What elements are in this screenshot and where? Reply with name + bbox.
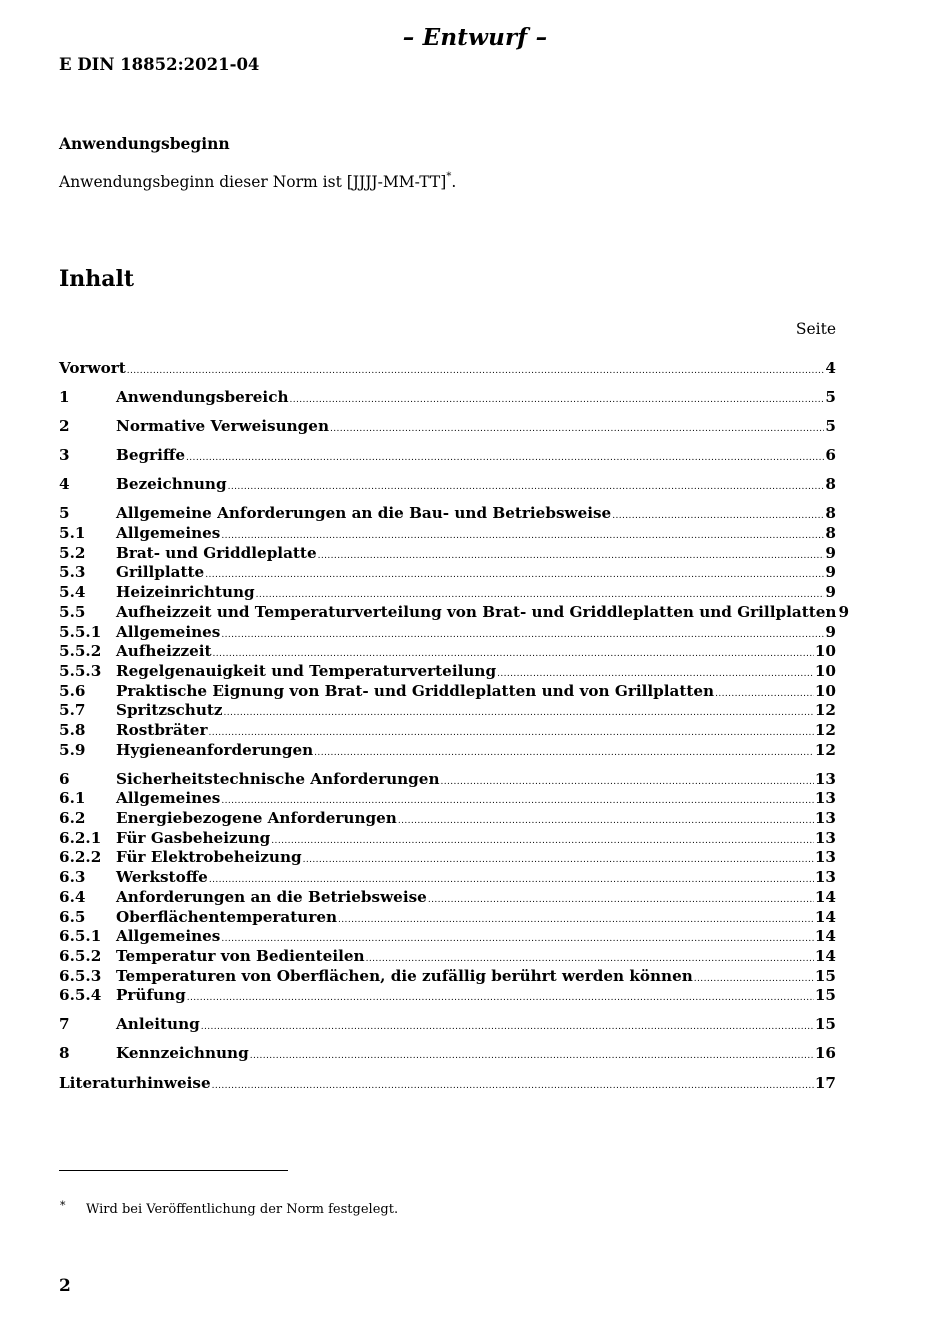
toc-entry-number: 8 [59, 1044, 70, 1063]
toc-entry-page: 13 [814, 848, 836, 867]
toc-entry-title: Grillplatte [116, 563, 205, 582]
toc-entry[interactable] [59, 701, 836, 721]
toc-entry-title: Sicherheitstechnische Anforderungen [116, 769, 440, 788]
toc-entry-page: 15 [814, 986, 836, 1005]
toc-entry[interactable] [59, 602, 850, 623]
toc-entry-number: 6.2.2 [59, 848, 102, 867]
toc-entry[interactable] [59, 446, 836, 466]
toc-entry-number: 6.1 [59, 789, 86, 808]
toc-entry[interactable] [59, 623, 836, 643]
sentence-period: . [451, 173, 457, 192]
toc-entry-number: 6.5.1 [59, 927, 102, 946]
toc-entry[interactable] [59, 682, 836, 702]
toc-entry-page: 9 [825, 583, 836, 602]
footnote-divider [59, 1170, 288, 1171]
toc-dot-leader [250, 1047, 814, 1067]
toc-entry-number: 2 [59, 417, 70, 436]
toc-entry-number: 5 [59, 504, 70, 523]
toc-entry-number: 6.2 [59, 809, 86, 828]
toc-entry-page: 13 [814, 789, 836, 808]
toc-entry-number: 5.5.3 [59, 661, 102, 680]
toc-entry-page: 14 [814, 907, 836, 926]
toc-entry-page: 14 [814, 946, 836, 965]
toc-entry-number: 3 [59, 446, 70, 465]
toc-entry-number: 5.1 [59, 524, 86, 543]
toc-entry[interactable] [59, 967, 836, 987]
toc-entry-title: Allgemeines [116, 524, 221, 543]
toc-entry-title: Brat- und Griddleplatte [116, 543, 317, 562]
toc-dot-leader [314, 744, 814, 764]
toc-entry[interactable] [59, 417, 836, 437]
toc-entry-title: Rostbräter [116, 720, 208, 739]
table-of-contents [59, 359, 850, 1093]
toc-entry-title: Hygieneanforderungen [116, 740, 314, 759]
toc-entry[interactable] [59, 475, 836, 495]
toc-entry-page: 15 [814, 1015, 836, 1034]
toc-dot-leader [127, 362, 825, 382]
toc-entry-page: 6 [825, 446, 836, 465]
toc-entry-number: 6.5.3 [59, 966, 102, 985]
document-id: E DIN 18852:2021-04 [59, 55, 260, 74]
toc-entry-title: Für Gasbeheizung [116, 828, 271, 847]
toc-entry-page: 17 [814, 1073, 836, 1092]
toc-entry[interactable] [59, 1044, 836, 1064]
toc-entry[interactable] [59, 908, 836, 928]
toc-entry-page: 15 [814, 966, 836, 985]
toc-dot-leader [303, 851, 814, 871]
toc-entry-number: 1 [59, 388, 70, 407]
toc-entry-page: 14 [814, 927, 836, 946]
toc-dot-leader [694, 970, 814, 990]
toc-entry-number: 4 [59, 475, 70, 494]
toc-entry-page: 9 [825, 543, 836, 562]
toc-entry-page: 13 [814, 868, 836, 887]
toc-entry-title: Begriffe [116, 446, 186, 465]
toc-entry-page: 10 [814, 681, 836, 700]
toc-dot-leader [187, 989, 814, 1009]
draft-title: – Entwurf – [402, 24, 548, 51]
toc-entry-title: Temperaturen von Oberflächen, die zufällig berührt werden können [116, 966, 693, 985]
toc-entry-title: Allgemeines [116, 789, 221, 808]
toc-entry-title: Regelgenauigkeit und Temperaturverteilung [116, 661, 497, 680]
toc-entry-page: 12 [814, 720, 836, 739]
footnote-mark: * [60, 1199, 66, 1212]
toc-dot-leader [271, 832, 814, 852]
toc-entry[interactable] [59, 1074, 836, 1094]
toc-dot-leader [212, 1077, 814, 1097]
toc-entry[interactable] [59, 741, 836, 761]
toc-dot-leader [440, 773, 813, 793]
toc-dot-leader [289, 391, 824, 411]
toc-entry[interactable] [59, 770, 836, 790]
footnote-reference[interactable]: * [446, 171, 452, 182]
toc-entry[interactable] [59, 642, 836, 662]
toc-entry-page: 8 [825, 475, 836, 494]
toc-dot-leader [398, 812, 814, 832]
toc-heading: Inhalt [59, 266, 135, 292]
toc-entry-page: 10 [814, 661, 836, 680]
toc-entry[interactable] [59, 868, 836, 888]
toc-entry-number: 7 [59, 1015, 70, 1034]
toc-entry-title: Aufheizzeit [116, 642, 212, 661]
toc-entry[interactable] [59, 504, 836, 524]
toc-entry-number: 5.2 [59, 543, 86, 562]
toc-entry-title: Kennzeichnung [116, 1044, 249, 1063]
toc-entry-number: 5.5 [59, 602, 86, 621]
toc-entry[interactable] [59, 789, 836, 809]
toc-entry-page: 12 [814, 740, 836, 759]
toc-entry[interactable] [59, 544, 836, 564]
footnote-text: Wird bei Veröffentlichung der Norm festgelegt. [86, 1202, 399, 1217]
toc-dot-leader [715, 685, 814, 705]
toc-entry[interactable] [59, 829, 836, 849]
toc-entry-number: 5.6 [59, 681, 86, 700]
toc-entry-title: Allgemeines [116, 927, 221, 946]
toc-entry[interactable] [59, 662, 836, 682]
toc-entry-page: 9 [825, 563, 836, 582]
toc-entry[interactable] [59, 848, 836, 868]
toc-dot-leader [205, 566, 824, 586]
toc-dot-leader [201, 1018, 814, 1038]
toc-entry-page: 9 [838, 602, 850, 621]
toc-dot-leader [338, 911, 814, 931]
toc-entry-title: Für Elektrobeheizung [116, 848, 302, 867]
toc-entry-number: 5.8 [59, 720, 86, 739]
anwendungsbeginn-sentence: Anwendungsbeginn dieser Norm ist [JJJJ-MM-TT] [59, 173, 447, 192]
toc-entry[interactable] [59, 388, 836, 408]
toc-entry-title: Anforderungen an die Betriebsweise [116, 887, 427, 906]
toc-entry-page: 5 [825, 388, 836, 407]
toc-entry-page: 14 [814, 887, 836, 906]
toc-entry[interactable] [59, 583, 836, 603]
toc-entry[interactable] [59, 359, 836, 379]
toc-dot-leader [428, 891, 814, 911]
toc-entry-number: 6.5 [59, 907, 86, 926]
toc-entry-number: 5.4 [59, 583, 86, 602]
toc-entry-number: 5.5.2 [59, 642, 102, 661]
toc-entry[interactable] [59, 1015, 836, 1035]
toc-entry[interactable] [59, 809, 836, 829]
anwendungsbeginn-text [59, 173, 456, 191]
toc-entry-number: 6 [59, 769, 70, 788]
toc-dot-leader [330, 420, 824, 440]
toc-entry-title: Spritzschutz [116, 701, 223, 720]
toc-entry-page: 16 [814, 1044, 836, 1063]
toc-page-column-label: Seite [795, 320, 836, 338]
toc-dot-leader [228, 478, 825, 498]
anwendungsbeginn-heading: Anwendungsbeginn [59, 134, 230, 153]
toc-entry-title: Anwendungsbereich [116, 388, 289, 407]
toc-dot-leader [221, 626, 824, 646]
toc-entry-title: Allgemeine Anforderungen an die Bau- und Betriebsweise [116, 504, 612, 523]
toc-entry-number: 5.3 [59, 563, 86, 582]
toc-entry[interactable] [59, 927, 836, 947]
toc-entry[interactable] [59, 563, 836, 583]
toc-entry-page: 13 [814, 769, 836, 788]
toc-entry-number: 6.3 [59, 868, 86, 887]
toc-entry-page: 8 [825, 524, 836, 543]
toc-entry[interactable] [59, 524, 836, 544]
toc-entry-title: Oberflächentemperaturen [116, 907, 338, 926]
toc-entry-title: Vorwort [59, 359, 126, 377]
toc-entry-number: 6.5.4 [59, 986, 102, 1005]
toc-entry-title: Anleitung [116, 1015, 200, 1034]
toc-entry-title: Heizeinrichtung [116, 583, 255, 602]
toc-entry-number: 5.5.1 [59, 622, 102, 641]
toc-entry[interactable] [59, 986, 836, 1006]
toc-entry-number: 6.4 [59, 887, 86, 906]
toc-entry-title: Normative Verweisungen [116, 417, 330, 436]
toc-entry-page: 5 [825, 417, 836, 436]
toc-entry-title: Literaturhinweise [59, 1073, 211, 1092]
toc-entry-page: 8 [825, 504, 836, 523]
toc-entry-title: Prüfung [116, 986, 186, 1005]
toc-entry[interactable] [59, 888, 836, 908]
toc-entry-title: Werkstoffe [116, 868, 208, 887]
toc-entry-title: Allgemeines [116, 622, 221, 641]
toc-dot-leader [186, 449, 824, 469]
toc-entry-page: 9 [825, 622, 836, 641]
toc-entry-number: 5.9 [59, 740, 86, 759]
toc-entry-number: 6.5.2 [59, 946, 102, 965]
toc-entry-number: 5.7 [59, 701, 86, 720]
toc-entry-title: Praktische Eignung von Brat- und Griddleplatten und von Grillplatten [116, 681, 715, 700]
toc-dot-leader [612, 507, 824, 527]
toc-entry-page: 10 [814, 642, 836, 661]
page-number: 2 [59, 1276, 71, 1296]
toc-dot-leader [318, 547, 825, 567]
toc-entry-page: 4 [825, 359, 836, 377]
toc-entry-title: Aufheizzeit und Temperaturverteilung von Brat- und Griddleplatten und Grillplatten [116, 602, 837, 621]
toc-entry[interactable] [59, 947, 836, 967]
toc-entry-title: Energiebezogene Anforderungen [116, 809, 397, 828]
toc-entry-title: Bezeichnung [116, 475, 227, 494]
toc-entry-page: 13 [814, 809, 836, 828]
toc-entry-page: 12 [814, 701, 836, 720]
toc-entry-number: 6.2.1 [59, 828, 102, 847]
toc-entry-page: 13 [814, 828, 836, 847]
toc-dot-leader [224, 704, 814, 724]
toc-entry[interactable] [59, 721, 836, 741]
toc-entry-title: Temperatur von Bedienteilen [116, 946, 365, 965]
